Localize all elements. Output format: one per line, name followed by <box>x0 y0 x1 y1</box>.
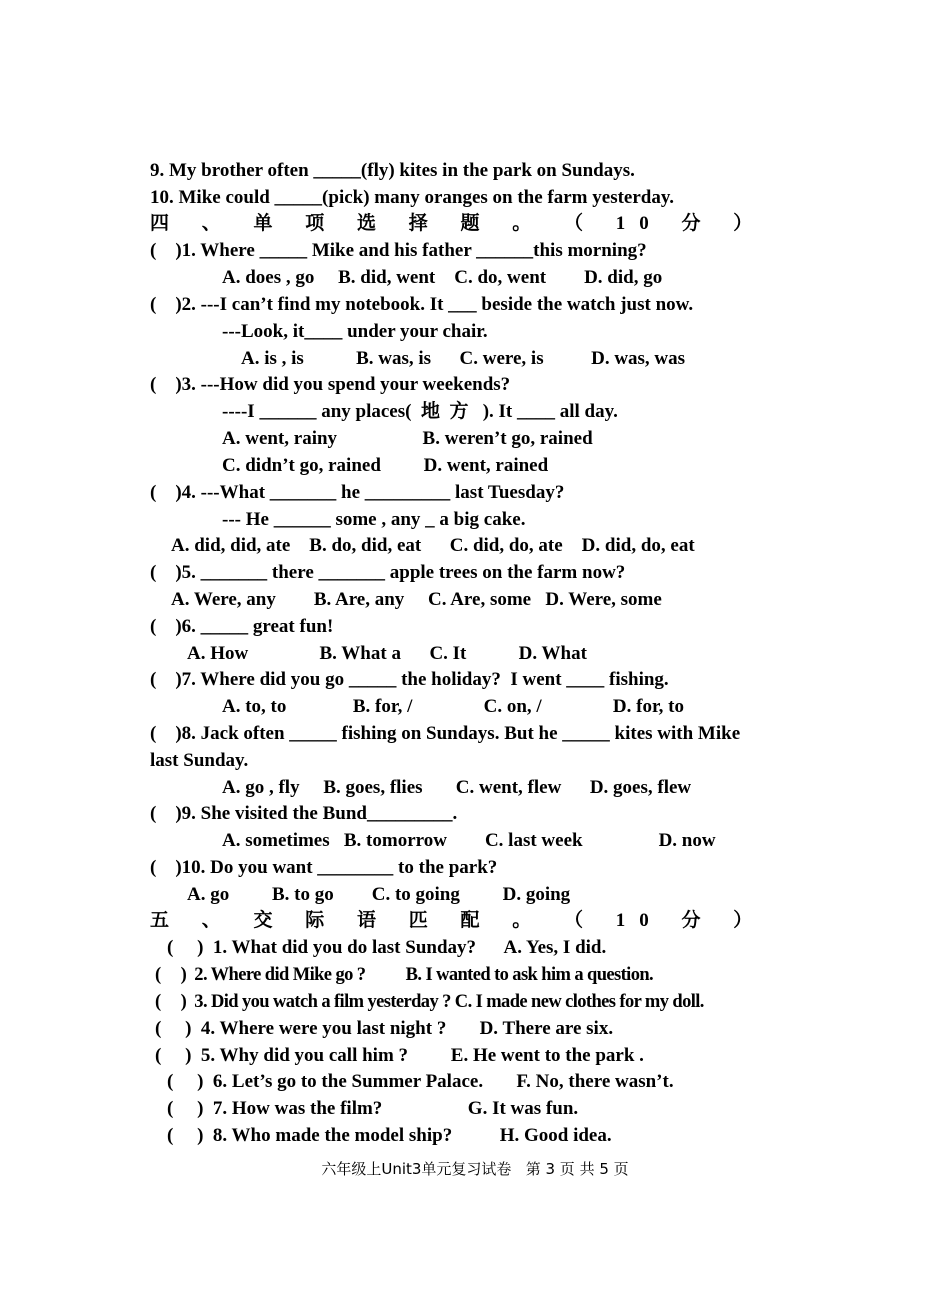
mc-question-2: ( )2. ---I can’t find my notebook. It ___ beside the watch just now. <box>150 294 694 315</box>
page-footer: 六年级上Unit3单元复习试卷 第 3 页 共 5 页 <box>321 1160 629 1178</box>
mc-question-8-continued: last Sunday. <box>150 750 249 771</box>
mc-question-2-options: A. is , is B. was, is C. were, is D. was, was <box>241 348 686 369</box>
mc-question-6-options: A. How B. What a C. It D. What <box>187 643 587 664</box>
mc-question-1-options: A. does , go B. did, went C. do, went D. did, go <box>222 267 663 288</box>
mc-question-10: ( )10. Do you want ________ to the park? <box>150 857 498 878</box>
mc-question-4-reply: --- He ______ some , any _ a big cake. <box>222 509 526 530</box>
mc-question-5-options: A. Were, any B. Are, any C. Are, some D. Were, some <box>171 589 662 610</box>
mc-question-3-reply: ----I ______ any places( 地 方 ). It ____ all day. <box>222 401 618 422</box>
match-item-2: ( ) 2. Where did Mike go ? B. I wanted to ask him a question. <box>155 965 654 985</box>
match-item-1: ( ) 1. What did you do last Sunday? A. Yes, I did. <box>167 937 607 958</box>
mc-question-6: ( )6. _____ great fun! <box>150 616 334 637</box>
mc-question-7: ( )7. Where did you go _____ the holiday? I went ____ fishing. <box>150 669 669 690</box>
match-item-8: ( ) 8. Who made the model ship? H. Good idea. <box>167 1125 612 1146</box>
mc-question-1: ( )1. Where _____ Mike and his father ______this morning? <box>150 240 647 261</box>
section-5-title: 五 、 交 际 语 匹 配 。 （ 10 分 ） <box>150 910 767 931</box>
mc-question-8: ( )8. Jack often _____ fishing on Sundays. But he _____ kites with Mike <box>150 723 741 744</box>
mc-question-2-reply: ---Look, it____ under your chair. <box>222 321 488 342</box>
mc-question-3: ( )3. ---How did you spend your weekends? <box>150 374 511 395</box>
match-item-6: ( ) 6. Let’s go to the Summer Palace. F. No, there wasn’t. <box>167 1071 674 1092</box>
mc-question-7-options: A. to, to B. for, / C. on, / D. for, to <box>222 696 684 717</box>
match-item-3: ( ) 3. Did you watch a film yesterday ? C. I made new clothes for my doll. <box>155 992 704 1012</box>
mc-question-9: ( )9. She visited the Bund_________. <box>150 803 458 824</box>
match-item-5: ( ) 5. Why did you call him ? E. He went to the park . <box>155 1045 644 1066</box>
fill-in-question-10: 10. Mike could _____(pick) many oranges on the farm yesterday. <box>150 187 675 208</box>
mc-question-9-options: A. sometimes B. tomorrow C. last week D. now <box>222 830 716 851</box>
mc-question-4: ( )4. ---What _______ he _________ last Tuesday? <box>150 482 565 503</box>
section-4-title: 四 、 单 项 选 择 题 。 （ 10 分 ） <box>150 213 767 234</box>
mc-question-3-options-ab: A. went, rainy B. weren’t go, rained <box>222 428 593 449</box>
mc-question-4-options: A. did, did, ate B. do, did, eat C. did, do, ate D. did, do, eat <box>171 535 695 556</box>
mc-question-3-options-cd: C. didn’t go, rained D. went, rained <box>222 455 549 476</box>
mc-question-8-options: A. go , fly B. goes, flies C. went, flew D. goes, flew <box>222 777 692 798</box>
mc-question-10-options: A. go B. to go C. to going D. going <box>187 884 571 905</box>
match-item-4: ( ) 4. Where were you last night ? D. There are six. <box>155 1018 614 1039</box>
match-item-7: ( ) 7. How was the film? G. It was fun. <box>167 1098 579 1119</box>
mc-question-5: ( )5. _______ there _______ apple trees on the farm now? <box>150 562 626 583</box>
fill-in-question-9: 9. My brother often _____(fly) kites in the park on Sundays. <box>150 160 635 181</box>
